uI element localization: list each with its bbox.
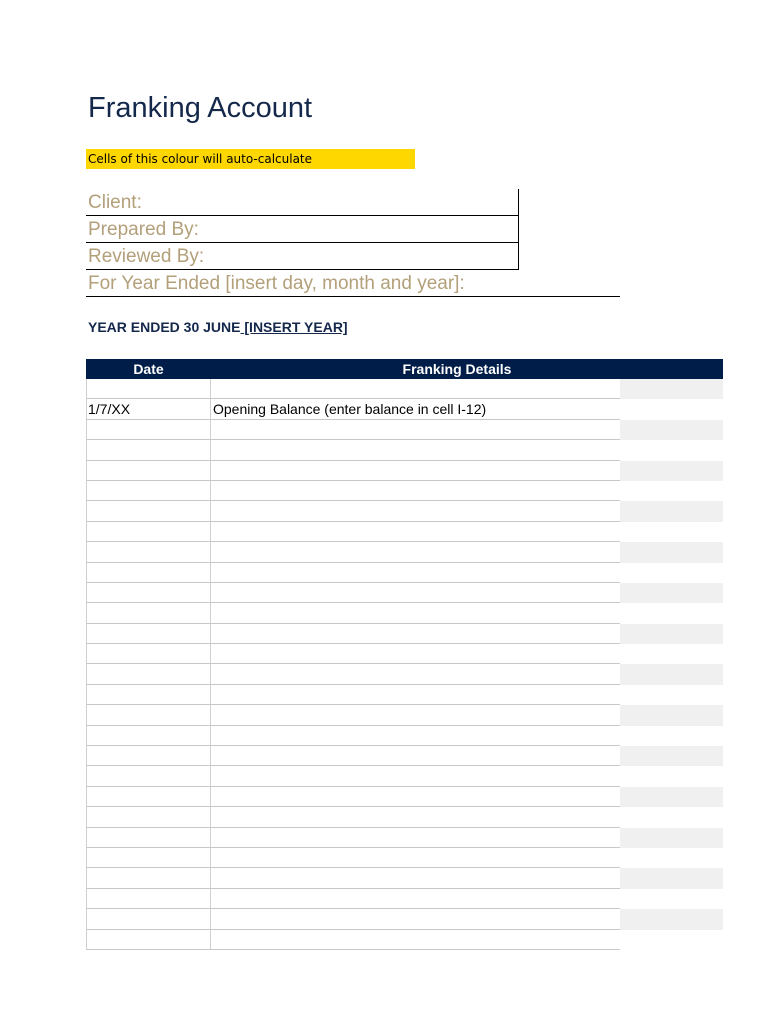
date-cell[interactable]	[86, 379, 211, 399]
extra-cell	[620, 522, 723, 542]
date-cell[interactable]	[86, 726, 211, 746]
date-cell[interactable]	[86, 481, 211, 501]
extra-cell	[620, 889, 723, 909]
details-cell[interactable]	[211, 481, 620, 501]
auto-calculate-legend: Cells of this colour will auto-calculate	[86, 149, 415, 169]
details-cell[interactable]	[211, 624, 620, 644]
year-ended-prefix: YEAR ENDED 30 JUNE	[88, 319, 241, 335]
date-cell[interactable]	[86, 930, 211, 950]
table-row	[86, 889, 723, 909]
table-row	[86, 828, 723, 848]
details-cell[interactable]	[211, 563, 620, 583]
extra-cell	[620, 685, 723, 705]
details-cell[interactable]	[211, 583, 620, 603]
year-ended-heading	[88, 319, 348, 335]
details-cell[interactable]	[211, 828, 620, 848]
date-cell[interactable]	[86, 440, 211, 460]
details-cell[interactable]	[211, 501, 620, 521]
extra-cell	[620, 848, 723, 868]
date-cell[interactable]	[86, 420, 211, 440]
date-cell[interactable]	[86, 501, 211, 521]
details-cell[interactable]	[211, 868, 620, 888]
extra-cell	[620, 461, 723, 481]
extra-cell	[620, 420, 723, 440]
table-row	[86, 420, 723, 440]
table-row	[86, 766, 723, 786]
extra-cell	[620, 399, 723, 419]
franking-table	[86, 359, 723, 950]
extra-cell	[620, 644, 723, 664]
details-cell[interactable]	[211, 848, 620, 868]
table-row	[86, 644, 723, 664]
table-header	[86, 359, 723, 379]
table-row	[86, 399, 723, 419]
extra-cell	[620, 379, 723, 399]
details-cell[interactable]	[211, 379, 620, 399]
date-cell[interactable]	[86, 644, 211, 664]
extra-cell	[620, 746, 723, 766]
extra-cell	[620, 766, 723, 786]
extra-cell	[620, 563, 723, 583]
table-row	[86, 461, 723, 481]
details-cell[interactable]	[211, 807, 620, 827]
extra-cell	[620, 624, 723, 644]
table-row	[86, 563, 723, 583]
details-cell[interactable]: Opening Balance (enter balance in cell I-12)	[211, 399, 620, 419]
extra-cell	[620, 828, 723, 848]
date-cell[interactable]	[86, 522, 211, 542]
extra-cell	[620, 868, 723, 888]
date-cell[interactable]	[86, 461, 211, 481]
date-cell[interactable]	[86, 664, 211, 684]
date-cell[interactable]	[86, 563, 211, 583]
info-fields	[86, 189, 620, 297]
table-row	[86, 930, 723, 950]
date-cell[interactable]	[86, 624, 211, 644]
date-cell[interactable]	[86, 746, 211, 766]
table-row	[86, 379, 723, 399]
table-row	[86, 624, 723, 644]
prepared-by-field[interactable]: Prepared By:	[86, 216, 519, 243]
page-title: Franking Account	[88, 92, 313, 124]
table-row	[86, 848, 723, 868]
extra-cell	[620, 603, 723, 623]
extra-cell	[620, 909, 723, 929]
date-cell[interactable]: 1/7/XX	[86, 399, 211, 419]
table-body	[86, 379, 723, 950]
details-cell[interactable]	[211, 705, 620, 725]
table-row	[86, 909, 723, 929]
extra-cell	[620, 930, 723, 950]
extra-cell	[620, 542, 723, 562]
date-cell[interactable]	[86, 583, 211, 603]
details-cell[interactable]	[211, 726, 620, 746]
extra-cell	[620, 726, 723, 746]
date-cell[interactable]	[86, 603, 211, 623]
date-cell[interactable]	[86, 828, 211, 848]
table-row	[86, 583, 723, 603]
table-row	[86, 664, 723, 684]
extra-cell	[620, 481, 723, 501]
details-cell[interactable]	[211, 889, 620, 909]
details-column-header: Franking Details	[402, 361, 512, 377]
details-cell[interactable]	[211, 644, 620, 664]
date-cell[interactable]	[86, 848, 211, 868]
table-row	[86, 685, 723, 705]
date-cell[interactable]	[86, 807, 211, 827]
extra-cell	[620, 583, 723, 603]
details-cell[interactable]	[211, 766, 620, 786]
date-cell[interactable]	[86, 766, 211, 786]
details-cell[interactable]	[211, 420, 620, 440]
details-cell[interactable]	[211, 930, 620, 950]
details-cell[interactable]	[211, 461, 620, 481]
date-cell[interactable]	[86, 787, 211, 807]
date-cell[interactable]	[86, 542, 211, 562]
details-cell[interactable]	[211, 542, 620, 562]
extra-cell	[620, 501, 723, 521]
date-cell[interactable]	[86, 685, 211, 705]
details-cell[interactable]	[211, 522, 620, 542]
extra-cell	[620, 787, 723, 807]
table-row	[86, 787, 723, 807]
table-row	[86, 481, 723, 501]
table-row	[86, 522, 723, 542]
extra-cell	[620, 705, 723, 725]
table-row	[86, 542, 723, 562]
table-row	[86, 440, 723, 460]
table-row	[86, 501, 723, 521]
date-cell[interactable]	[86, 909, 211, 929]
insert-year-link[interactable]: [INSERT YEAR]	[240, 319, 348, 335]
details-cell[interactable]	[211, 603, 620, 623]
extra-cell	[620, 807, 723, 827]
date-cell[interactable]	[86, 868, 211, 888]
extra-cell	[620, 664, 723, 684]
details-cell[interactable]	[211, 440, 620, 460]
table-row	[86, 868, 723, 888]
details-cell[interactable]	[211, 746, 620, 766]
date-cell[interactable]	[86, 889, 211, 909]
extra-cell	[620, 440, 723, 460]
date-cell[interactable]	[86, 705, 211, 725]
reviewed-by-field[interactable]: Reviewed By:	[86, 243, 519, 270]
year-ended-field[interactable]: For Year Ended [insert day, month and year]:	[86, 270, 620, 297]
client-field[interactable]: Client:	[86, 189, 519, 216]
details-cell[interactable]	[211, 787, 620, 807]
table-row	[86, 746, 723, 766]
table-row	[86, 726, 723, 746]
table-row	[86, 807, 723, 827]
details-cell[interactable]	[211, 664, 620, 684]
details-cell[interactable]	[211, 909, 620, 929]
table-row	[86, 603, 723, 623]
table-row	[86, 705, 723, 725]
date-column-header: Date	[133, 361, 164, 377]
details-cell[interactable]	[211, 685, 620, 705]
